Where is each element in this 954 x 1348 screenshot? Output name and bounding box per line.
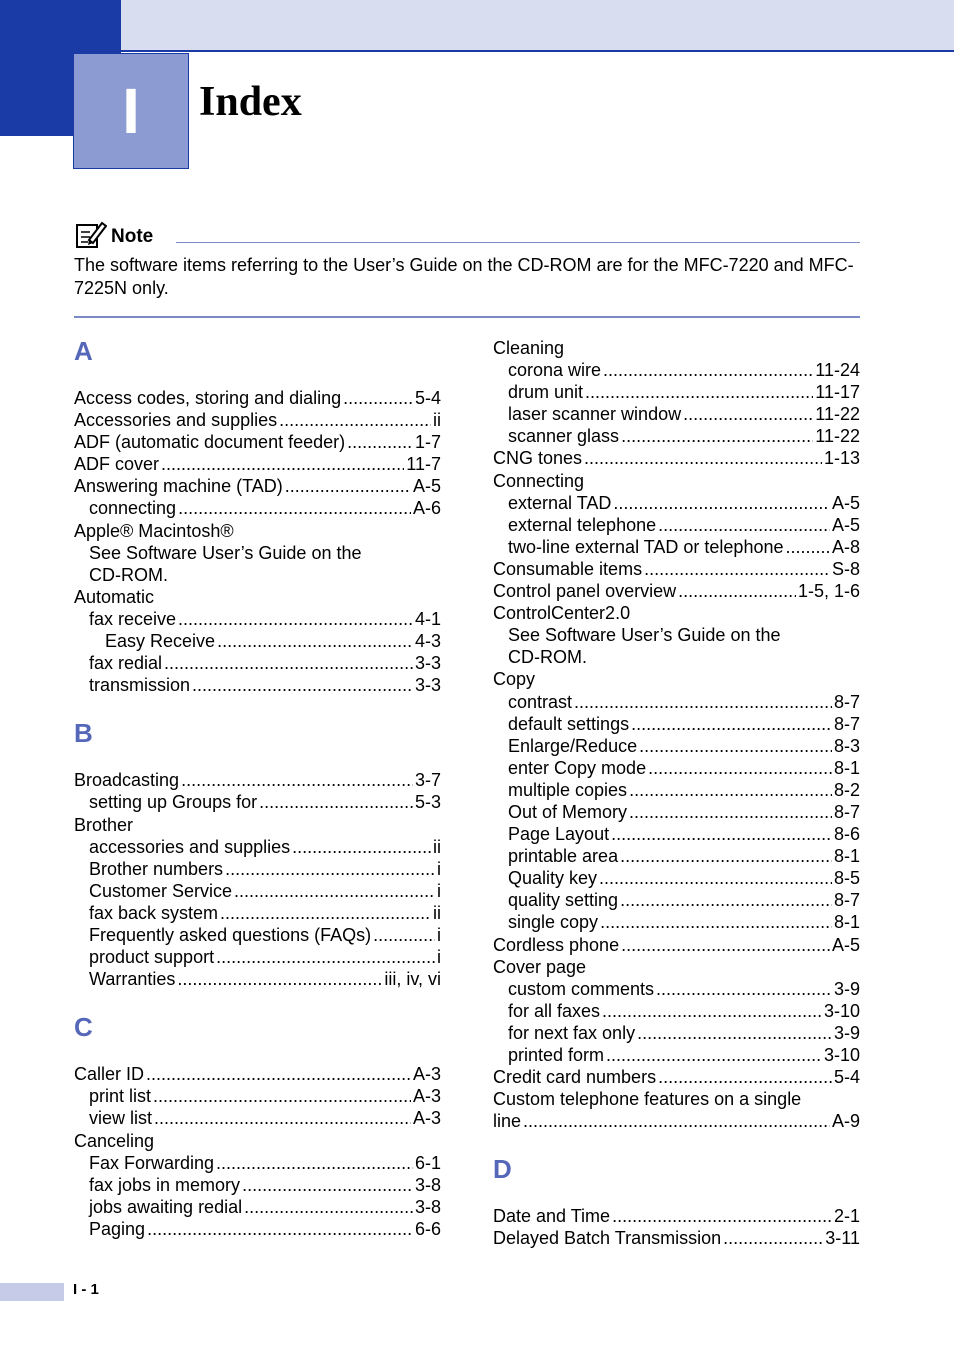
index-term: fax back system [89, 902, 219, 923]
index-page-ref: 8-6 [833, 824, 860, 845]
index-page-ref: 8-3 [833, 735, 860, 756]
index-page-ref: 3-7 [414, 770, 441, 791]
index-entry [74, 630, 441, 652]
dot-leader [644, 558, 830, 580]
dot-leader [216, 1152, 413, 1174]
index-page-ref: 8-5 [833, 868, 860, 889]
index-column-right [493, 337, 860, 1250]
index-page-ref: A-5 [831, 934, 860, 955]
section-spacer [74, 696, 441, 718]
index-entry [74, 564, 441, 586]
index-entry [493, 1066, 860, 1088]
dot-leader [292, 836, 431, 858]
index-term: fax jobs in memory [89, 1174, 241, 1195]
index-letter-heading: C [74, 1012, 93, 1043]
index-term: drum unit [508, 382, 584, 403]
index-page-ref: A-3 [412, 1086, 441, 1107]
index-entry [74, 542, 441, 564]
index-entry [74, 497, 441, 519]
index-term: two-line external TAD or telephone [508, 536, 784, 557]
index-term: See Software User’s Guide on the [508, 625, 781, 646]
dot-leader [678, 580, 796, 602]
index-page-ref: S-8 [831, 558, 860, 579]
index-term: Paging [89, 1218, 146, 1239]
dot-leader [785, 536, 830, 558]
index-entry [74, 1063, 441, 1085]
index-term: CNG tones [493, 448, 583, 469]
chapter-letter-box: I [73, 53, 189, 169]
dot-leader [629, 779, 832, 801]
note-divider [176, 242, 860, 243]
index-letter-heading: A [74, 336, 93, 366]
dot-leader [613, 492, 830, 514]
dot-leader [177, 968, 382, 990]
index-page-ref: iii, iv, vi [384, 969, 441, 990]
index-entry [493, 1088, 860, 1110]
index-entry [493, 492, 860, 514]
index-entry [74, 1218, 441, 1240]
index-entry [74, 946, 441, 968]
index-entry [493, 1205, 860, 1227]
index-entry [74, 453, 441, 475]
index-page-ref: 1-13 [823, 448, 860, 469]
index-entry [493, 536, 860, 558]
index-term: default settings [508, 713, 630, 734]
index-page-ref: A-5 [831, 492, 860, 513]
index-entry [74, 836, 441, 858]
index-letter-heading: B [74, 718, 93, 749]
index-page-ref: 2-1 [833, 1206, 860, 1227]
index-entry [493, 1000, 860, 1022]
dot-leader [574, 691, 832, 713]
index-term: Custom telephone features on a single [493, 1089, 802, 1110]
index-page-ref: 1-5, 1-6 [797, 581, 860, 602]
dot-leader [178, 608, 413, 630]
index-page-ref: 3-3 [414, 653, 441, 674]
index-term: Cleaning [493, 338, 565, 358]
dot-leader [600, 911, 832, 933]
index-term: ControlCenter2.0 [493, 603, 631, 624]
index-entry [493, 735, 860, 757]
index-term: printed form [508, 1045, 605, 1065]
index-entry [493, 889, 860, 911]
index-entry [74, 1174, 441, 1196]
index-term: external TAD [508, 492, 612, 513]
index-term: Accessories and supplies [74, 410, 278, 431]
index-entry [493, 514, 860, 536]
dot-leader [656, 978, 832, 1000]
dot-leader [146, 1063, 411, 1085]
index-term: accessories and supplies [89, 836, 291, 857]
dot-leader [602, 1000, 822, 1022]
index-page-ref: A-9 [831, 1111, 860, 1132]
dot-leader [147, 1218, 413, 1240]
index-entry [493, 624, 860, 646]
index-entry [493, 646, 860, 668]
index-term: corona wire [508, 360, 602, 381]
index-entry [493, 381, 860, 403]
dot-leader [242, 1174, 413, 1196]
index-page-ref: ii [433, 410, 441, 431]
index-page-ref: 8-2 [833, 779, 860, 800]
index-entry [493, 978, 860, 1000]
dot-leader [621, 425, 813, 447]
index-entry [493, 1044, 860, 1066]
index-term: Date and Time [493, 1206, 611, 1227]
section-spacer [74, 990, 441, 1012]
index-page-ref: 3-8 [414, 1196, 441, 1217]
index-term: Connecting [493, 470, 585, 491]
header-band-light [121, 0, 954, 52]
index-page-ref: 5-4 [414, 388, 441, 408]
index-term: Quality key [508, 868, 598, 889]
dot-leader [620, 889, 832, 911]
index-page-ref: 8-1 [833, 757, 860, 778]
index-term: See Software User’s Guide on the [89, 542, 362, 563]
index-entry [493, 447, 860, 469]
page-number: I - 1 [73, 1281, 99, 1298]
index-page-ref: 11-22 [815, 426, 860, 447]
index-term: single copy [508, 912, 599, 933]
index-letter-heading: D [493, 1154, 512, 1185]
index-term: Cordless phone [493, 934, 620, 955]
index-page-ref: 3-8 [414, 1174, 441, 1195]
index-page-ref: 3-11 [825, 1228, 860, 1249]
dot-leader [606, 1044, 822, 1066]
index-term: contrast [508, 691, 573, 712]
note-text: The software items referring to the User’s Guide on the CD-ROM are for the MFC-7220 and MFC-7225N only. [74, 255, 854, 298]
index-term: enter Copy mode [508, 757, 647, 778]
dot-leader [285, 475, 411, 497]
index-page-ref: A-6 [412, 498, 441, 519]
dot-leader [621, 934, 830, 956]
note-header [75, 220, 860, 252]
dot-leader [611, 823, 832, 845]
dot-leader [279, 409, 431, 431]
dot-leader [658, 1066, 832, 1088]
index-term: ADF (automatic document feeder) [74, 432, 346, 453]
index-entry [493, 801, 860, 823]
index-page-ref: 6-6 [414, 1218, 441, 1239]
index-term: Automatic [74, 586, 155, 607]
index-entry [74, 858, 441, 880]
index-term: Broadcasting [74, 770, 180, 791]
index-page-ref: 8-1 [833, 846, 860, 867]
index-entry [493, 911, 860, 933]
index-entry [74, 1085, 441, 1107]
section-spacer [493, 1132, 860, 1154]
dot-leader [153, 1085, 411, 1107]
index-page-ref: i [437, 858, 441, 879]
index-page-ref: 11-7 [406, 454, 441, 475]
index-entry [74, 409, 441, 431]
index-term: Easy Receive [105, 631, 216, 652]
index-term: Page Layout [508, 824, 610, 845]
index-term: fax receive [89, 608, 177, 629]
index-term: setting up Groups for [89, 792, 258, 813]
index-entry [74, 968, 441, 990]
index-page-ref: 8-7 [833, 691, 860, 712]
index-entry [493, 691, 860, 713]
index-page-ref: 3-9 [833, 1022, 860, 1043]
dot-leader [584, 447, 822, 469]
index-entry [493, 403, 860, 425]
index-term: quality setting [508, 890, 619, 911]
index-entry [74, 674, 441, 696]
index-entry [74, 1130, 441, 1152]
index-term: external telephone [508, 514, 657, 535]
index-term: multiple copies [508, 779, 628, 800]
index-entry [74, 1196, 441, 1218]
index-entry [74, 387, 441, 409]
index-entry [493, 757, 860, 779]
dot-leader [217, 630, 413, 652]
index-entry [493, 1110, 860, 1132]
dot-leader [612, 1205, 832, 1227]
index-page-ref: A-3 [412, 1108, 441, 1129]
index-term: Apple® Macintosh® [74, 520, 234, 541]
index-page-ref: 11-24 [815, 360, 860, 381]
index-entry [493, 470, 860, 492]
index-term: print list [89, 1086, 152, 1107]
index-entry [493, 337, 860, 359]
index-term: Out of Memory [508, 801, 628, 822]
index-entry [493, 867, 860, 889]
dot-leader [259, 791, 413, 813]
index-page-ref: A-5 [412, 476, 441, 497]
index-term: Credit card numbers [493, 1067, 657, 1088]
index-page-ref: 11-22 [815, 404, 860, 425]
dot-leader [244, 1196, 413, 1218]
note-pencil-icon [75, 220, 107, 250]
index-term: Warranties [89, 969, 176, 990]
index-term: Cover page [493, 956, 587, 977]
index-term: product support [89, 947, 215, 968]
dot-leader [620, 845, 832, 867]
dot-leader [181, 769, 413, 791]
index-term: for next fax only [508, 1022, 636, 1043]
index-page-ref: 8-1 [833, 912, 860, 933]
dot-leader [523, 1110, 830, 1132]
index-term: connecting [89, 498, 177, 519]
index-entry [74, 814, 441, 836]
index-term: Delayed Batch Transmission [493, 1228, 722, 1249]
dot-leader [373, 924, 435, 946]
index-entry [493, 359, 860, 381]
index-term: transmission [89, 675, 191, 696]
dot-leader [637, 1022, 832, 1044]
index-term: CD-ROM. [508, 647, 587, 668]
dot-leader [347, 431, 413, 453]
index-term: custom comments [508, 978, 655, 999]
dot-leader [629, 801, 832, 823]
index-term: Enlarge/Reduce [508, 735, 638, 756]
index-term: Brother [74, 814, 134, 835]
index-term: for all faxes [508, 1000, 601, 1021]
index-term: Access codes, storing and dialing [74, 388, 342, 408]
index-entry [74, 769, 441, 791]
index-entry [493, 823, 860, 845]
index-term: Caller ID [74, 1064, 145, 1085]
index-entry [74, 608, 441, 630]
index-entry [74, 586, 441, 608]
index-page-ref: 8-7 [833, 890, 860, 911]
index-page-ref: 6-1 [414, 1152, 441, 1173]
index-term: laser scanner window [508, 404, 682, 425]
index-term: Frequently asked questions (FAQs) [89, 924, 372, 945]
index-entry [74, 475, 441, 497]
index-term: Canceling [74, 1130, 155, 1151]
dot-leader [343, 387, 413, 409]
index-page-ref: i [437, 947, 441, 968]
index-page-ref: A-8 [831, 536, 860, 557]
index-page-ref: 3-10 [823, 1045, 860, 1065]
index-page-ref: i [437, 924, 441, 945]
index-entry [74, 652, 441, 674]
index-entry [74, 520, 441, 542]
index-page-ref: 4-1 [414, 608, 441, 629]
index-page-ref: 11-17 [815, 382, 860, 403]
index-term: fax redial [89, 653, 163, 674]
index-term: line [493, 1111, 522, 1132]
index-entry [493, 558, 860, 580]
index-term: Brother numbers [89, 858, 224, 879]
dot-leader [164, 652, 413, 674]
index-page-ref: A-3 [412, 1064, 441, 1085]
index-entry [74, 902, 441, 924]
index-entry [493, 779, 860, 801]
index-entry [74, 1152, 441, 1174]
footer-bar [0, 1283, 64, 1301]
index-term: Fax Forwarding [89, 1152, 215, 1173]
index-page-ref: 5-4 [833, 1067, 860, 1088]
index-page-ref: 3-9 [833, 978, 860, 999]
index-page-ref: A-5 [831, 514, 860, 535]
dot-leader [154, 1107, 411, 1129]
index-entry [493, 934, 860, 956]
dot-leader [683, 403, 813, 425]
dot-leader [220, 902, 431, 924]
index-entry [74, 1107, 441, 1129]
dot-leader [192, 674, 413, 696]
index-term: Control panel overview [493, 581, 677, 602]
index-term: CD-ROM. [89, 564, 168, 585]
index-page-ref: 8-7 [833, 801, 860, 822]
index-term: ADF cover [74, 454, 160, 475]
dot-leader [178, 497, 411, 519]
index-entry [493, 602, 860, 624]
dot-leader [216, 946, 435, 968]
index-page-ref: 8-7 [833, 713, 860, 734]
index-entry [493, 1227, 860, 1249]
index-entry [74, 791, 441, 813]
index-entry [74, 431, 441, 453]
index-term: printable area [508, 846, 619, 867]
dot-leader [225, 858, 435, 880]
index-term: Consumable items [493, 558, 643, 579]
index-page-ref: ii [433, 836, 441, 857]
index-page-ref: 3-3 [414, 675, 441, 696]
index-entry [493, 1022, 860, 1044]
index-entry [74, 880, 441, 902]
dot-leader [585, 381, 813, 403]
index-page-ref: 1-7 [414, 432, 441, 453]
index-page-ref: 4-3 [414, 631, 441, 652]
index-entry [493, 713, 860, 735]
dot-leader [234, 880, 435, 902]
dot-leader [658, 514, 830, 536]
note-bottom-rule [74, 316, 860, 318]
index-term: Copy [493, 669, 536, 690]
index-entry [493, 668, 860, 690]
index-term: view list [89, 1108, 153, 1129]
index-entry [74, 924, 441, 946]
index-entry [493, 425, 860, 447]
index-term: Answering machine (TAD) [74, 476, 283, 497]
index-page-ref: i [437, 880, 441, 901]
dot-leader [648, 757, 832, 779]
index-entry [493, 580, 860, 602]
index-page-ref: 5-3 [414, 792, 441, 813]
index-entry [493, 845, 860, 867]
index-term: jobs awaiting redial [89, 1196, 243, 1217]
dot-leader [723, 1227, 823, 1249]
index-page-ref: 3-10 [823, 1000, 860, 1021]
index-term: Customer Service [89, 880, 233, 901]
dot-leader [161, 453, 404, 475]
index-entry [493, 956, 860, 978]
dot-leader [599, 867, 832, 889]
note-label: Note [111, 226, 154, 247]
page-title: Index [199, 79, 302, 125]
index-term: scanner glass [508, 426, 620, 447]
dot-leader [631, 713, 832, 735]
dot-leader [603, 359, 813, 381]
dot-leader [639, 735, 832, 757]
index-column-left [74, 336, 441, 1240]
index-page-ref: ii [433, 902, 441, 923]
